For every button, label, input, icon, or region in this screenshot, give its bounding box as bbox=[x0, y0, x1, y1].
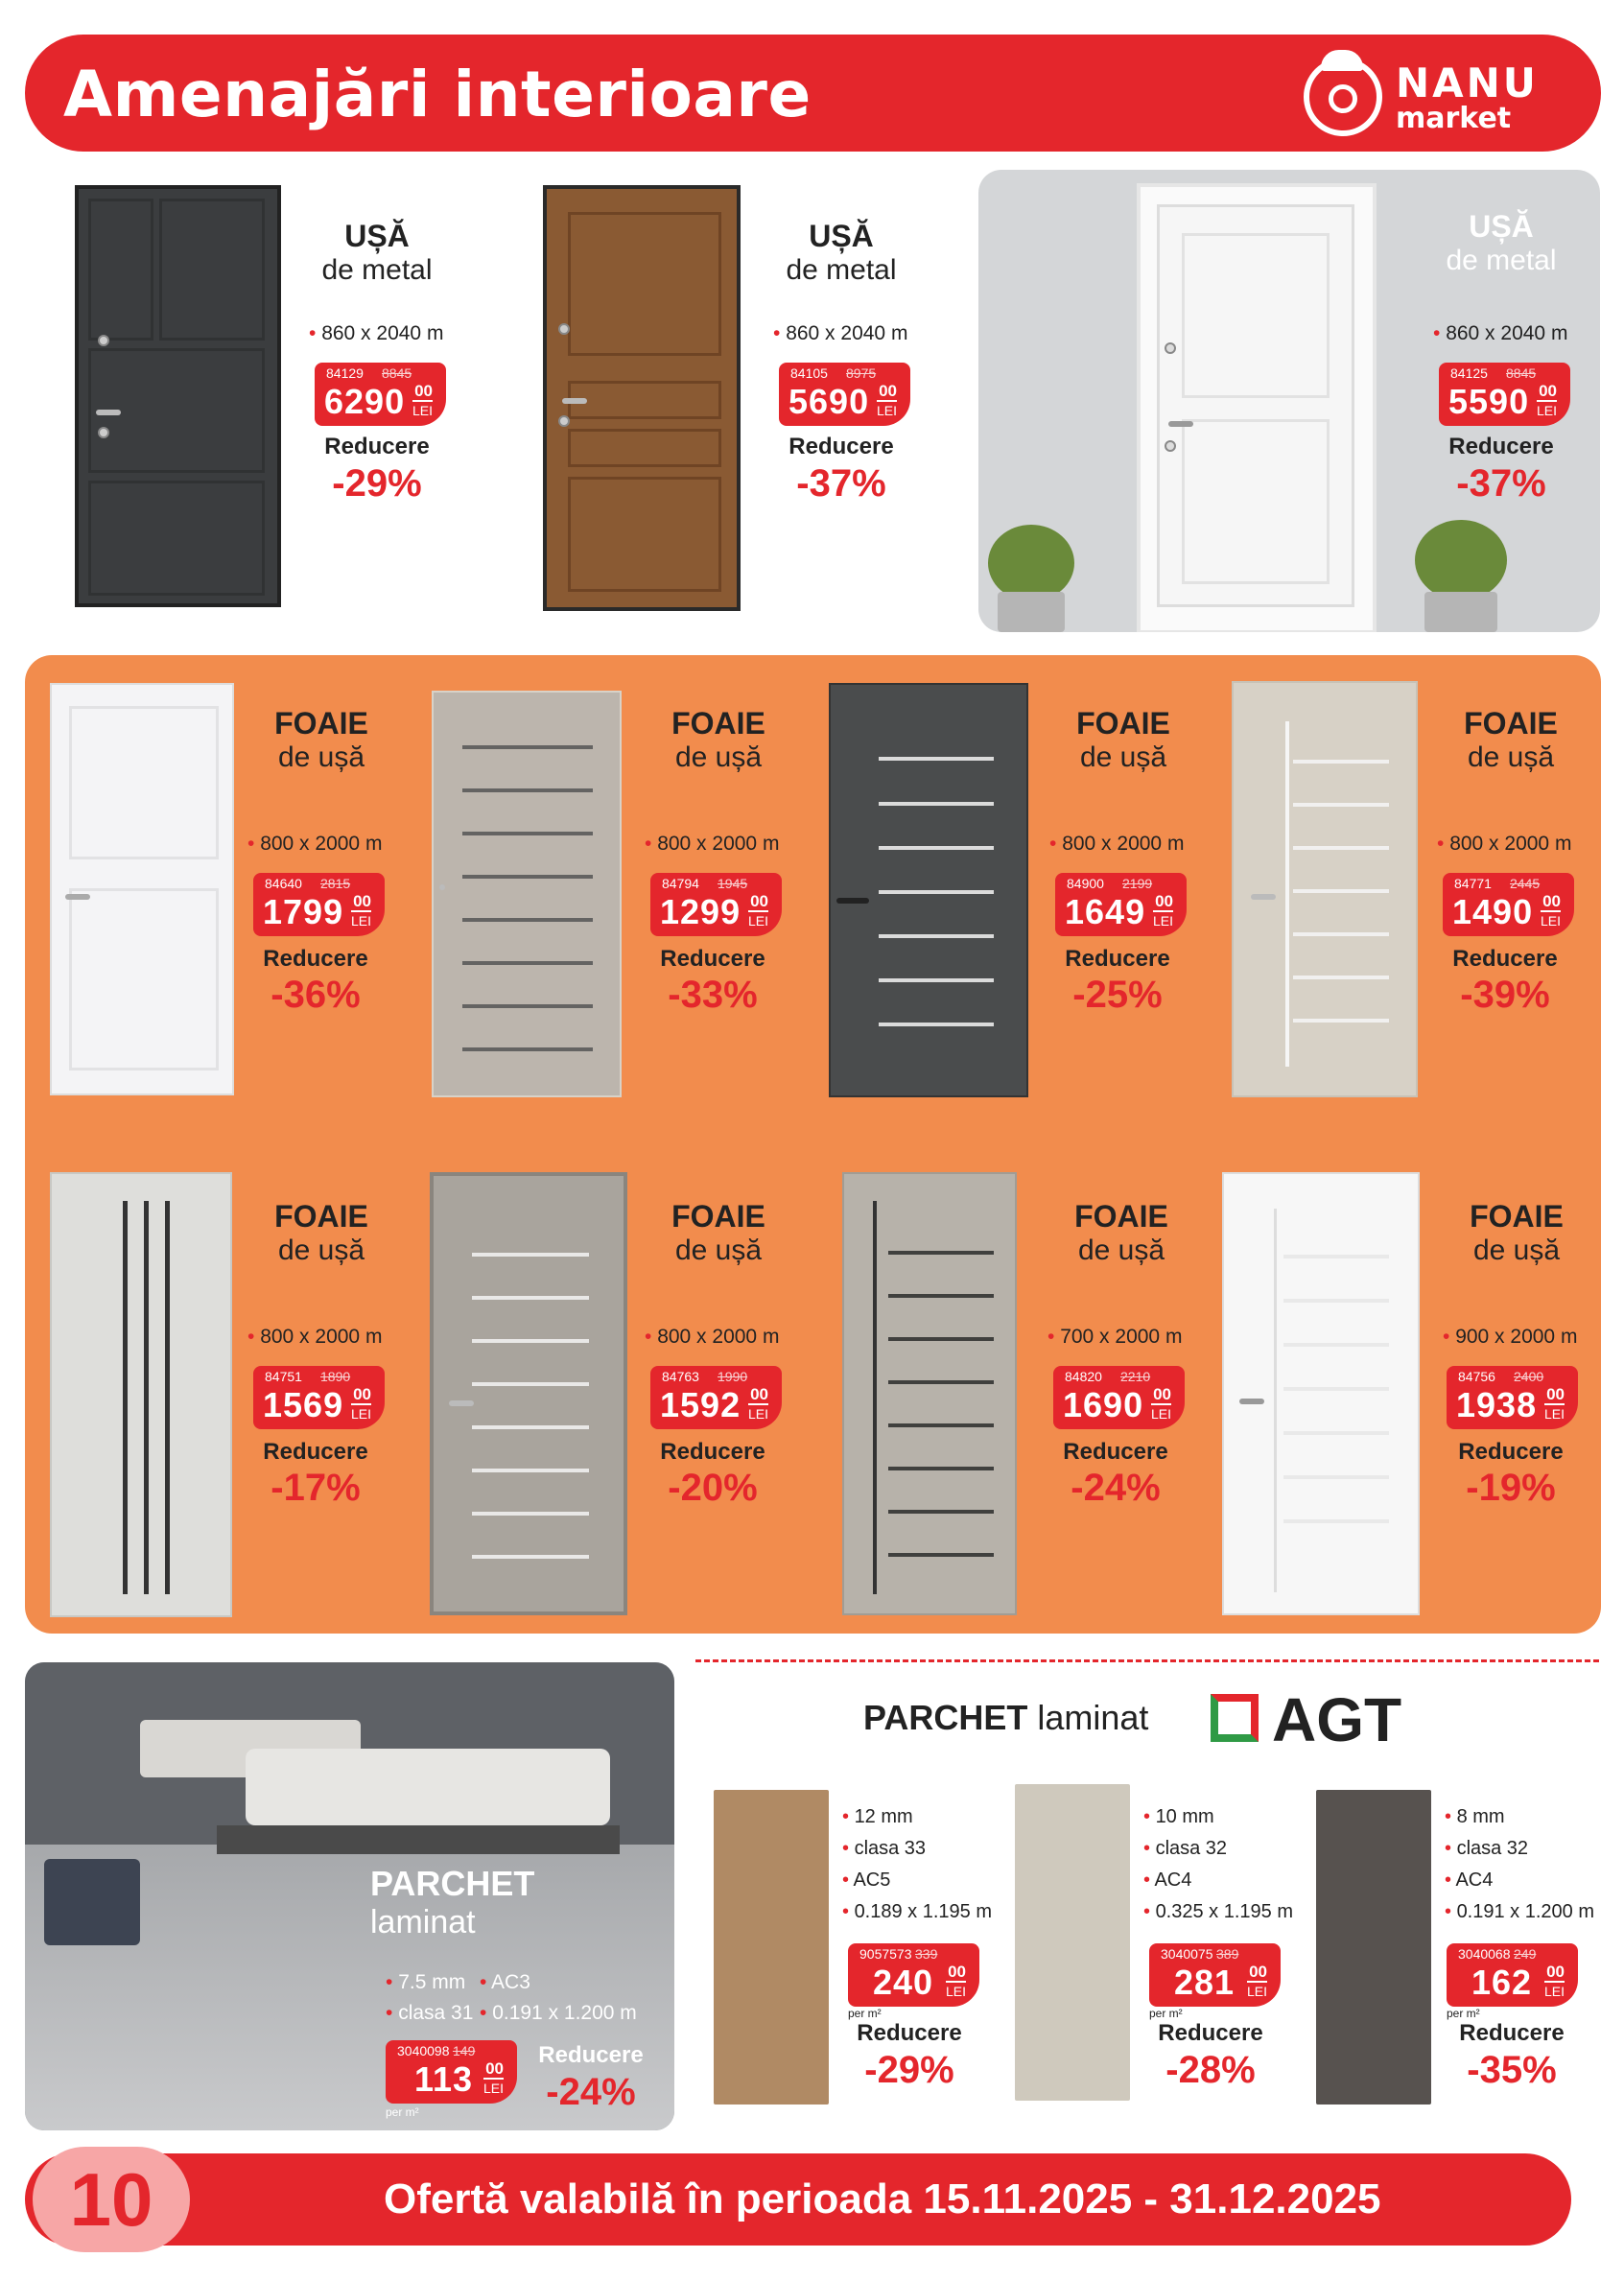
laminate-3-discount-label: Reducere bbox=[1459, 2020, 1565, 2046]
parchet-bedroom-image bbox=[25, 1662, 674, 2130]
interior-door-2-discount-label: Reducere bbox=[660, 946, 765, 972]
agt-parchet-title: PARCHET laminat bbox=[863, 1698, 1149, 1737]
nanu-market-logo[interactable] bbox=[1304, 48, 1553, 138]
potted-plant-right-icon bbox=[1415, 520, 1507, 600]
laminate-1-discount: -29% bbox=[864, 2049, 954, 2091]
laminate-swatch-1 bbox=[714, 1790, 829, 2105]
interior-door-4-title: FOAIE de ușă bbox=[1464, 706, 1558, 773]
metal-door-1-title: UȘĂ de metal bbox=[321, 219, 433, 286]
interior-door-2-title: FOAIE de ușă bbox=[671, 706, 765, 773]
parchet-main-per-unit: per m² bbox=[386, 2105, 419, 2119]
interior-door-6-image bbox=[430, 1172, 627, 1615]
interior-door-5-price-tag: 84751 1890 1569 00 LEI bbox=[253, 1366, 385, 1429]
metal-door-2-dims: • 860 x 2040 m bbox=[773, 322, 907, 345]
parchet-main-title: PARCHET laminat bbox=[370, 1864, 535, 1940]
interior-door-7-image bbox=[842, 1172, 1017, 1615]
metal-door-2-discount-label: Reducere bbox=[788, 434, 894, 459]
laminate-1-discount-label: Reducere bbox=[857, 2020, 962, 2046]
interior-door-5-discount: -17% bbox=[271, 1467, 361, 1509]
interior-door-3-discount: -25% bbox=[1072, 974, 1163, 1016]
interior-door-8-dims: • 900 x 2000 m bbox=[1443, 1326, 1577, 1349]
laminate-2-discount-label: Reducere bbox=[1158, 2020, 1263, 2046]
interior-door-2-image bbox=[432, 691, 622, 1097]
interior-door-7-title: FOAIE de ușă bbox=[1074, 1199, 1168, 1266]
page-header bbox=[25, 35, 1601, 152]
interior-door-7-dims: • 700 x 2000 m bbox=[1047, 1326, 1182, 1349]
interior-door-3-dims: • 800 x 2000 m bbox=[1049, 833, 1184, 856]
parchet-main-discount: -24% bbox=[546, 2071, 636, 2113]
interior-door-6-discount: -20% bbox=[668, 1467, 758, 1509]
interior-door-4-dims: • 800 x 2000 m bbox=[1437, 833, 1571, 856]
interior-door-5-title: FOAIE de ușă bbox=[274, 1199, 368, 1266]
interior-door-8-image bbox=[1222, 1172, 1420, 1615]
interior-door-2-dims: • 800 x 2000 m bbox=[645, 833, 779, 856]
laminate-swatch-2 bbox=[1015, 1784, 1130, 2101]
metal-door-2-discount: -37% bbox=[796, 462, 886, 505]
interior-door-5-dims: • 800 x 2000 m bbox=[247, 1326, 382, 1349]
metal-door-1-image bbox=[75, 185, 281, 607]
page-title: Amenajări interioare bbox=[63, 58, 812, 131]
interior-door-4-price-tag: 84771 2445 1490 00 LEI bbox=[1443, 873, 1574, 936]
interior-door-8-discount-label: Reducere bbox=[1458, 1439, 1564, 1465]
interior-door-4-discount-label: Reducere bbox=[1452, 946, 1558, 972]
logo-text-market: market bbox=[1396, 102, 1512, 135]
interior-door-8-title: FOAIE de ușă bbox=[1470, 1199, 1564, 1266]
parchet-main-spec-thickness: • 7.5 mm bbox=[386, 1971, 465, 1994]
interior-door-2-discount: -33% bbox=[668, 974, 758, 1016]
interior-door-8-discount: -19% bbox=[1466, 1467, 1556, 1509]
metal-door-1-price-tag: 84129 8845 6290 00 LEI bbox=[315, 363, 446, 426]
interior-door-8-price-tag: 84756 2400 1938 00 LEI bbox=[1447, 1366, 1578, 1429]
parchet-main-discount-label: Reducere bbox=[538, 2042, 644, 2068]
parchet-main-price-tag: 3040098 149 113 00 LEI bbox=[386, 2040, 517, 2104]
laminate-swatch-3 bbox=[1316, 1790, 1431, 2105]
logo-text-nanu: NANU bbox=[1396, 59, 1539, 106]
interior-door-6-price-tag: 84763 1990 1592 00 LEI bbox=[650, 1366, 782, 1429]
interior-door-1-discount-label: Reducere bbox=[263, 946, 368, 972]
interior-door-3-discount-label: Reducere bbox=[1065, 946, 1170, 972]
interior-door-6-discount-label: Reducere bbox=[660, 1439, 765, 1465]
metal-door-1-discount-label: Reducere bbox=[324, 434, 430, 459]
laminate-2-discount: -28% bbox=[1165, 2049, 1256, 2091]
laminate-1-specs: • 12 mm • clasa 33 • AC5 • 0.189 x 1.195 m bbox=[842, 1801, 992, 1928]
laminate-3-price-tag: 3040068 249 162 00 LEI bbox=[1447, 1943, 1578, 2007]
laminate-2-per-unit: per m² bbox=[1149, 2007, 1183, 2020]
interior-door-3-image bbox=[829, 683, 1028, 1097]
parchet-main-spec-class: • clasa 31 bbox=[386, 2002, 473, 2025]
interior-door-1-price-tag: 84640 2815 1799 00 LEI bbox=[253, 873, 385, 936]
agt-square-icon bbox=[1211, 1694, 1259, 1742]
interior-door-5-discount-label: Reducere bbox=[263, 1439, 368, 1465]
metal-door-1-dims: • 860 x 2040 m bbox=[309, 322, 443, 345]
interior-door-7-discount: -24% bbox=[1071, 1467, 1161, 1509]
interior-door-1-title: FOAIE de ușă bbox=[274, 706, 368, 773]
metal-door-3-dims: • 860 x 2040 m bbox=[1433, 322, 1567, 345]
section-divider bbox=[695, 1659, 1599, 1662]
agt-brand-text: AGT bbox=[1272, 1685, 1402, 1754]
laminate-3-per-unit: per m² bbox=[1447, 2007, 1480, 2020]
laminate-1-per-unit: per m² bbox=[848, 2007, 882, 2020]
offer-validity-text: Ofertă valabilă în perioada 15.11.2025 - 31.12.2025 bbox=[384, 2175, 1381, 2222]
metal-door-3-discount-label: Reducere bbox=[1448, 434, 1554, 459]
metal-door-3-discount: -37% bbox=[1456, 462, 1546, 505]
metal-door-1-discount: -29% bbox=[332, 462, 422, 505]
interior-door-6-title: FOAIE de ușă bbox=[671, 1199, 765, 1266]
santa-logo-icon bbox=[1304, 58, 1382, 136]
laminate-2-price-tag: 3040075 389 281 00 LEI bbox=[1149, 1943, 1281, 2007]
interior-door-3-title: FOAIE de ușă bbox=[1076, 706, 1170, 773]
interior-door-6-dims: • 800 x 2000 m bbox=[645, 1326, 779, 1349]
parchet-main-spec-size: • 0.191 x 1.200 m bbox=[480, 2002, 637, 2025]
interior-door-7-discount-label: Reducere bbox=[1063, 1439, 1168, 1465]
metal-door-2-price-tag: 84105 8975 5690 00 LEI bbox=[779, 363, 910, 426]
parchet-main-spec-ac: • AC3 bbox=[480, 1971, 530, 1994]
interior-door-5-image bbox=[50, 1172, 232, 1617]
interior-door-4-discount: -39% bbox=[1460, 974, 1550, 1016]
laminate-3-specs: • 8 mm • clasa 32 • AC4 • 0.191 x 1.200 m bbox=[1445, 1801, 1594, 1928]
page-number: 10 bbox=[33, 2147, 190, 2252]
interior-door-2-price-tag: 84794 1945 1299 00 LEI bbox=[650, 873, 782, 936]
interior-door-7-price-tag: 84820 2210 1690 00 LEI bbox=[1053, 1366, 1185, 1429]
interior-door-3-price-tag: 84900 2199 1649 00 LEI bbox=[1055, 873, 1187, 936]
metal-door-3-price-tag: 84125 8845 5590 00 LEI bbox=[1439, 363, 1570, 426]
agt-logo bbox=[1211, 1685, 1412, 1754]
interior-door-1-discount: -36% bbox=[271, 974, 361, 1016]
interior-door-1-dims: • 800 x 2000 m bbox=[247, 833, 382, 856]
laminate-3-discount: -35% bbox=[1467, 2049, 1557, 2091]
laminate-2-specs: • 10 mm • clasa 32 • AC4 • 0.325 x 1.195 m bbox=[1143, 1801, 1293, 1928]
potted-plant-left-icon bbox=[988, 525, 1074, 601]
metal-door-3-title: UȘĂ de metal bbox=[1446, 209, 1557, 276]
metal-door-2-title: UȘĂ de metal bbox=[786, 219, 897, 286]
interior-door-4-image bbox=[1232, 681, 1418, 1097]
interior-door-1-image bbox=[50, 683, 234, 1095]
metal-door-2-image bbox=[543, 185, 741, 611]
laminate-1-price-tag: 9057573 339 240 00 LEI bbox=[848, 1943, 979, 2007]
